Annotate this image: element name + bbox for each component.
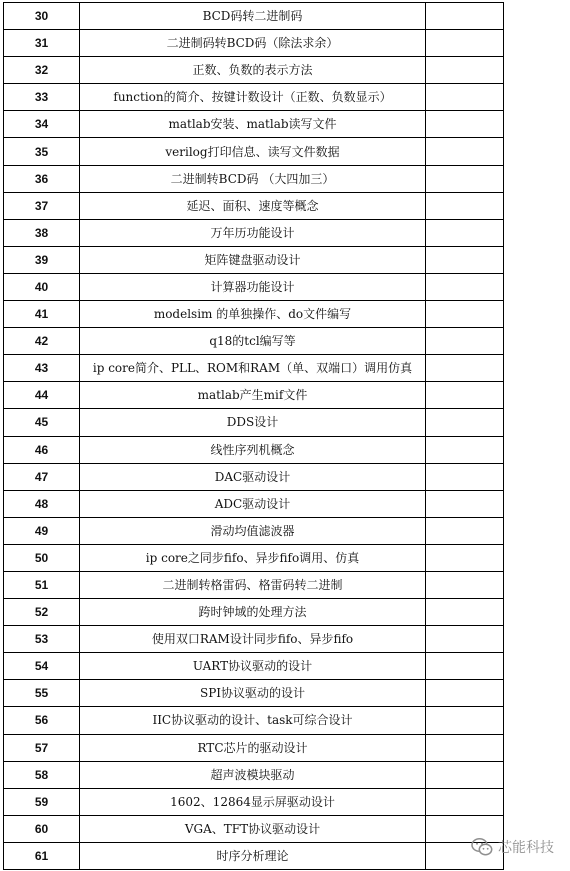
table-row — [4, 246, 504, 273]
empty-cell — [426, 111, 504, 138]
lesson-topic: ip core简介、PLL、ROM和RAM（单、双端口）调用仿真 — [80, 355, 426, 382]
lesson-topic: 1602、12864显示屏驱动设计 — [80, 788, 426, 815]
empty-cell — [426, 653, 504, 680]
lesson-number: 51 — [4, 571, 80, 598]
empty-cell — [426, 571, 504, 598]
lesson-topic: function的简介、按键计数设计（正数、负数显示） — [80, 84, 426, 111]
empty-cell — [426, 355, 504, 382]
lesson-number: 44 — [4, 382, 80, 409]
lesson-number: 52 — [4, 599, 80, 626]
empty-cell — [426, 517, 504, 544]
lesson-number: 40 — [4, 273, 80, 300]
empty-cell — [426, 626, 504, 653]
empty-cell — [426, 219, 504, 246]
table-row — [4, 30, 504, 57]
empty-cell — [426, 301, 504, 328]
empty-cell — [426, 84, 504, 111]
lesson-topic: 滑动均值滤波器 — [80, 517, 426, 544]
lesson-number: 57 — [4, 734, 80, 761]
course-table — [3, 2, 504, 870]
lesson-topic: 正数、负数的表示方法 — [80, 57, 426, 84]
lesson-number: 48 — [4, 490, 80, 517]
empty-cell — [426, 138, 504, 165]
lesson-number: 59 — [4, 788, 80, 815]
table-row — [4, 382, 504, 409]
lesson-number: 30 — [4, 3, 80, 30]
lesson-number: 37 — [4, 192, 80, 219]
table-row — [4, 165, 504, 192]
empty-cell — [426, 490, 504, 517]
lesson-topic: 二进制转格雷码、格雷码转二进制 — [80, 571, 426, 598]
lesson-topic: 线性序列机概念 — [80, 436, 426, 463]
lesson-topic: 矩阵键盘驱动设计 — [80, 246, 426, 273]
table-row — [4, 680, 504, 707]
table-row — [4, 111, 504, 138]
table-row — [4, 436, 504, 463]
empty-cell — [426, 788, 504, 815]
lesson-topic: 跨时钟域的处理方法 — [80, 599, 426, 626]
empty-cell — [426, 3, 504, 30]
table-row — [4, 273, 504, 300]
lesson-topic: 万年历功能设计 — [80, 219, 426, 246]
empty-cell — [426, 463, 504, 490]
empty-cell — [426, 707, 504, 734]
watermark-text: 芯能科技 — [498, 840, 554, 856]
lesson-topic: SPI协议驱动的设计 — [80, 680, 426, 707]
lesson-topic: UART协议驱动的设计 — [80, 653, 426, 680]
empty-cell — [426, 328, 504, 355]
lesson-topic: matlab产生mif文件 — [80, 382, 426, 409]
lesson-number: 33 — [4, 84, 80, 111]
table-row — [4, 138, 504, 165]
lesson-number: 32 — [4, 57, 80, 84]
lesson-number: 35 — [4, 138, 80, 165]
table-row — [4, 571, 504, 598]
table-row — [4, 707, 504, 734]
lesson-number: 38 — [4, 219, 80, 246]
lesson-number: 53 — [4, 626, 80, 653]
table-row — [4, 544, 504, 571]
empty-cell — [426, 599, 504, 626]
table-body — [4, 3, 504, 870]
lesson-number: 42 — [4, 328, 80, 355]
table-row — [4, 301, 504, 328]
lesson-number: 56 — [4, 707, 80, 734]
empty-cell — [426, 761, 504, 788]
lesson-topic: 延迟、面积、速度等概念 — [80, 192, 426, 219]
table-row — [4, 734, 504, 761]
lesson-topic: IIC协议驱动的设计、task可综合设计 — [80, 707, 426, 734]
lesson-topic: DAC驱动设计 — [80, 463, 426, 490]
lesson-topic: 使用双口RAM设计同步fifo、异步fifo — [80, 626, 426, 653]
lesson-number: 60 — [4, 815, 80, 842]
lesson-number: 39 — [4, 246, 80, 273]
table-row — [4, 355, 504, 382]
lesson-number: 36 — [4, 165, 80, 192]
table-row — [4, 842, 504, 869]
lesson-number: 54 — [4, 653, 80, 680]
empty-cell — [426, 273, 504, 300]
table-row — [4, 490, 504, 517]
empty-cell — [426, 409, 504, 436]
table-row — [4, 409, 504, 436]
lesson-topic: 二进制码转BCD码（除法求余） — [80, 30, 426, 57]
lesson-topic: matlab安装、matlab读写文件 — [80, 111, 426, 138]
lesson-topic: q18的tcl编写等 — [80, 328, 426, 355]
table-row — [4, 219, 504, 246]
lesson-topic: DDS设计 — [80, 409, 426, 436]
lesson-topic: RTC芯片的驱动设计 — [80, 734, 426, 761]
lesson-number: 49 — [4, 517, 80, 544]
table-row — [4, 57, 504, 84]
lesson-number: 41 — [4, 301, 80, 328]
table-row — [4, 192, 504, 219]
table-row — [4, 599, 504, 626]
table-row — [4, 626, 504, 653]
lesson-number: 47 — [4, 463, 80, 490]
lesson-topic: ip core之同步fifo、异步fifo调用、仿真 — [80, 544, 426, 571]
lesson-number: 55 — [4, 680, 80, 707]
table-row — [4, 761, 504, 788]
empty-cell — [426, 382, 504, 409]
lesson-number: 58 — [4, 761, 80, 788]
empty-cell — [426, 734, 504, 761]
table-row — [4, 788, 504, 815]
table-row — [4, 328, 504, 355]
empty-cell — [426, 246, 504, 273]
empty-cell — [426, 165, 504, 192]
table-row — [4, 84, 504, 111]
lesson-number: 50 — [4, 544, 80, 571]
wechat-icon — [471, 837, 493, 857]
empty-cell — [426, 30, 504, 57]
table-row — [4, 653, 504, 680]
lesson-number: 43 — [4, 355, 80, 382]
lesson-number: 31 — [4, 30, 80, 57]
watermark — [471, 837, 554, 857]
lesson-number: 45 — [4, 409, 80, 436]
lesson-topic: 时序分析理论 — [80, 842, 426, 869]
lesson-topic: ADC驱动设计 — [80, 490, 426, 517]
lesson-topic: 二进制转BCD码 （大四加三） — [80, 165, 426, 192]
empty-cell — [426, 680, 504, 707]
table-row — [4, 517, 504, 544]
empty-cell — [426, 57, 504, 84]
lesson-topic: 计算器功能设计 — [80, 273, 426, 300]
lesson-topic: 超声波模块驱动 — [80, 761, 426, 788]
lesson-topic: VGA、TFT协议驱动设计 — [80, 815, 426, 842]
empty-cell — [426, 192, 504, 219]
lesson-number: 61 — [4, 842, 80, 869]
lesson-number: 46 — [4, 436, 80, 463]
lesson-topic: verilog打印信息、读写文件数据 — [80, 138, 426, 165]
empty-cell — [426, 436, 504, 463]
table-row — [4, 463, 504, 490]
lesson-topic: BCD码转二进制码 — [80, 3, 426, 30]
empty-cell — [426, 544, 504, 571]
lesson-number: 34 — [4, 111, 80, 138]
table-row — [4, 815, 504, 842]
lesson-topic: modelsim 的单独操作、do文件编写 — [80, 301, 426, 328]
table-row — [4, 3, 504, 30]
